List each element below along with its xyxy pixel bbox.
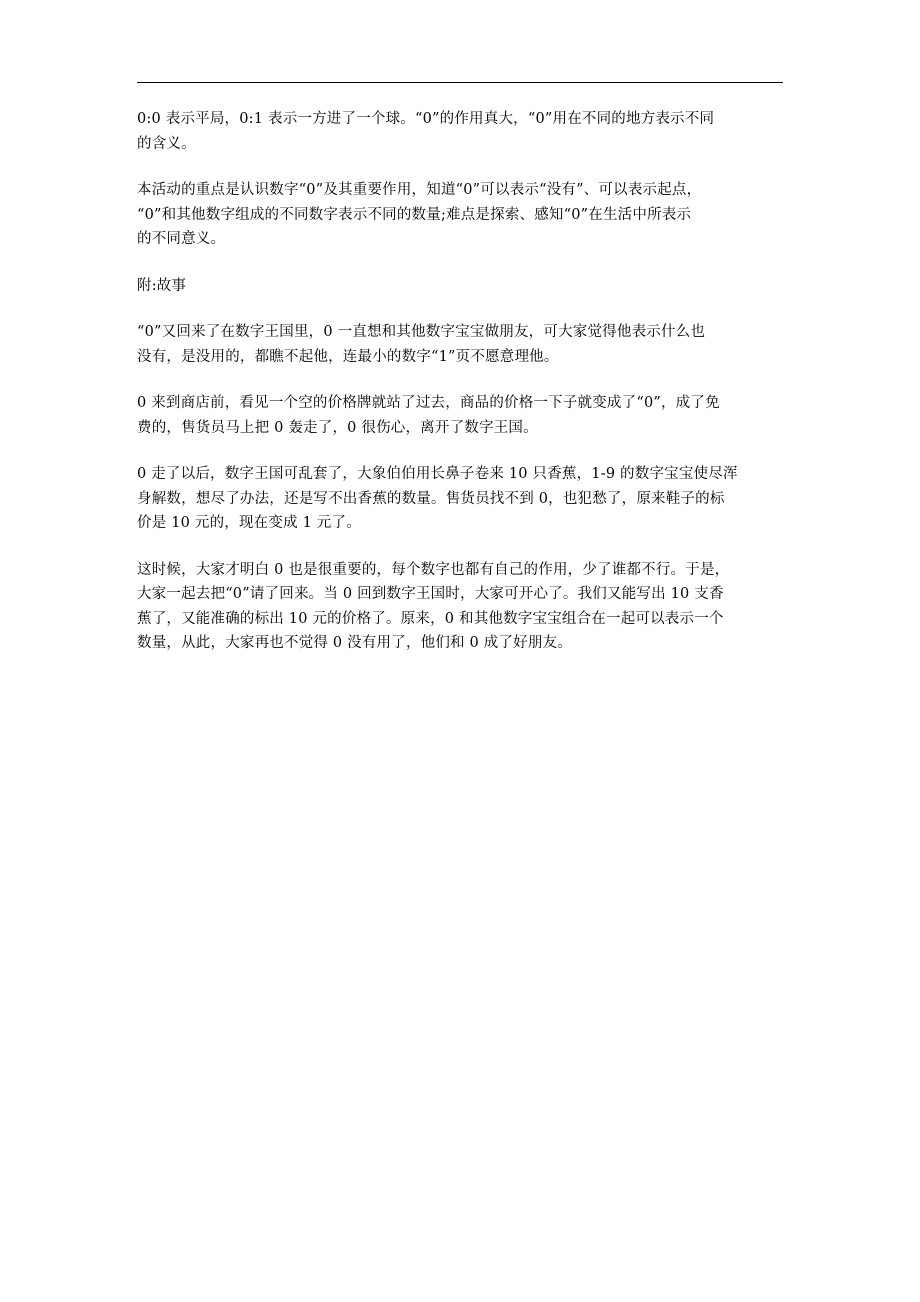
paragraph-story-shop: 0 来到商店前，看见一个空的价格牌就站了过去，商品的价格一下子就变成了“0”，成了免 费的，售货员马上把 0 轰走了，0 很伤心，离开了数字王国。	[137, 395, 720, 436]
paragraph-story-chaos: 0 走了以后，数字王国可乱套了，大象伯伯用长鼻子卷来 10 只香蕉，1-9 的数字宝宝使尽浑 身解数，想尽了办法，还是写不出香蕉的数量。售货员找不到 0，也犯愁了，原来鞋子的标 价是 10 元的，现在变成 1 元了。	[137, 466, 738, 531]
paragraph-activity-focus: 本活动的重点是认识数字“0”及其重要作用，知道“0”可以表示“没有”、可以表示起点， “0”和其他数字组成的不同数字表示不同的数量;难点是探索、感知“0”在生活中所表示 的不同意义。	[137, 182, 702, 247]
paragraph-story-ending: 这时候，大家才明白 0 也是很重要的，每个数字也都有自己的作用，少了谁都不行。于是， 大家一起去把“0”请了回来。当 0 回到数字王国时，大家可开心了。我们又能写出 10 支香 蕉了，又能准确的标出 10 元的价格了。原来，0 和其他数字宝宝组合在一起可以表示一个 数量，从此，大家再也不觉得 0 没有用了，他们和 0 成了好朋友。	[137, 561, 730, 651]
paragraph-story-intro: “0”又回来了在数字王国里，0 一直想和其他数字宝宝做朋友，可大家觉得他表示什么也 没有，是没用的，都瞧不起他，连最小的数字“1”页不愿意理他。	[137, 324, 706, 365]
document-body	[137, 107, 787, 678]
paragraph-story-heading: 附:故事	[137, 277, 187, 294]
header-rule	[137, 82, 783, 83]
paragraph-score-meaning: 0:0 表示平局，0:1 表示一方进了一个球。“0”的作用真大，“0”用在不同的地方表示不同 的含义。	[137, 111, 715, 152]
